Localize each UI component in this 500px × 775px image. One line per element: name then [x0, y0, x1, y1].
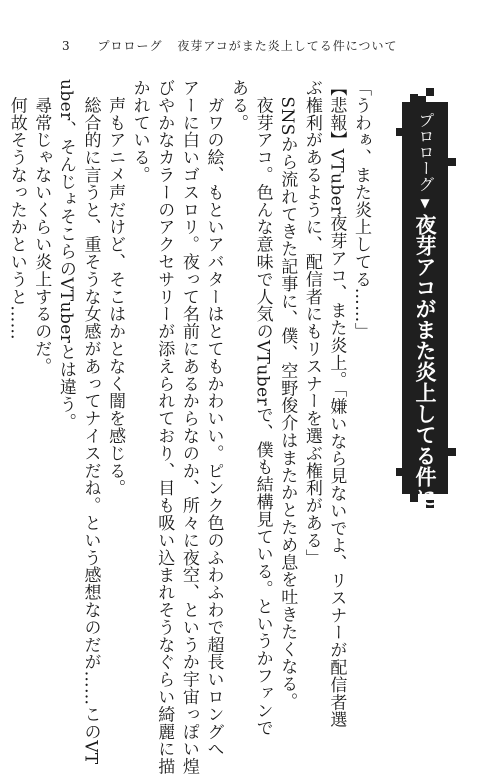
chapter-title-text: 夜芽アコがまた炎上してる件について: [413, 214, 437, 571]
pixel-decoration: [426, 88, 434, 96]
page-number: 3: [62, 39, 71, 53]
body-line: かれている。: [129, 79, 150, 184]
triangle-marker-icon: ▼: [418, 196, 432, 210]
body-line: ガワの絵、もといアバターはとてもかわいい。ピンク色のふわふわで超長いロングへ: [203, 79, 224, 758]
body-line: 何故そうなったかというと……: [6, 79, 27, 340]
body-line: アーに白いゴスロリ。夜って名前にあるからなのか、所々に夜空、というか宇宙っぽい煌: [178, 79, 199, 775]
body-text: [4, 79, 373, 775]
pixel-decoration: [418, 96, 426, 104]
header-chapter-title: 夜芽アコがまた炎上してる件について: [177, 39, 398, 53]
body-line: びやかなカラーのアクセサリーが添えられており、目も吸い込まれそうなぐらい綺麗に描: [154, 79, 175, 775]
body-line: SNSから流れてきた記事に、僕、空野俊介はまたかとため息を吐きたくなる。: [277, 79, 298, 710]
body-line: ぶ権利があるように、配信者にもリスナーを選ぶ権利がある」: [301, 79, 322, 567]
body-line: 声もアニメ声だけど、そこはかとなく闇を感じる。: [105, 79, 126, 497]
body-line: uber、そんじょそこらのVTuberとは違う。: [55, 79, 76, 431]
header-section-label: プロローグ: [97, 39, 163, 53]
body-line: 夜芽アコ。色んな意味で人気のVTuberで、僕も結構見ている。というかファンで: [252, 79, 273, 737]
body-line: 尋常じゃないくらい炎上するのだ。: [31, 79, 52, 375]
pixel-decoration: [410, 94, 418, 102]
body-line: ある。: [228, 79, 249, 132]
body-line: 総合的に言うと、重そうな女感があってナイスだね。という感想なのだが……このVT: [80, 79, 101, 765]
chapter-title: [396, 112, 454, 571]
running-header: [62, 37, 397, 54]
chapter-title-banner: [396, 88, 456, 571]
chapter-label: プロローグ: [416, 112, 435, 192]
body-line: 「うわぁ、また炎上してる……」: [351, 79, 371, 340]
body-line: 【悲報】VTuber夜芽アコ、また炎上。「嫌いなら見ないでよ、リスナーが配信者選: [326, 79, 347, 729]
